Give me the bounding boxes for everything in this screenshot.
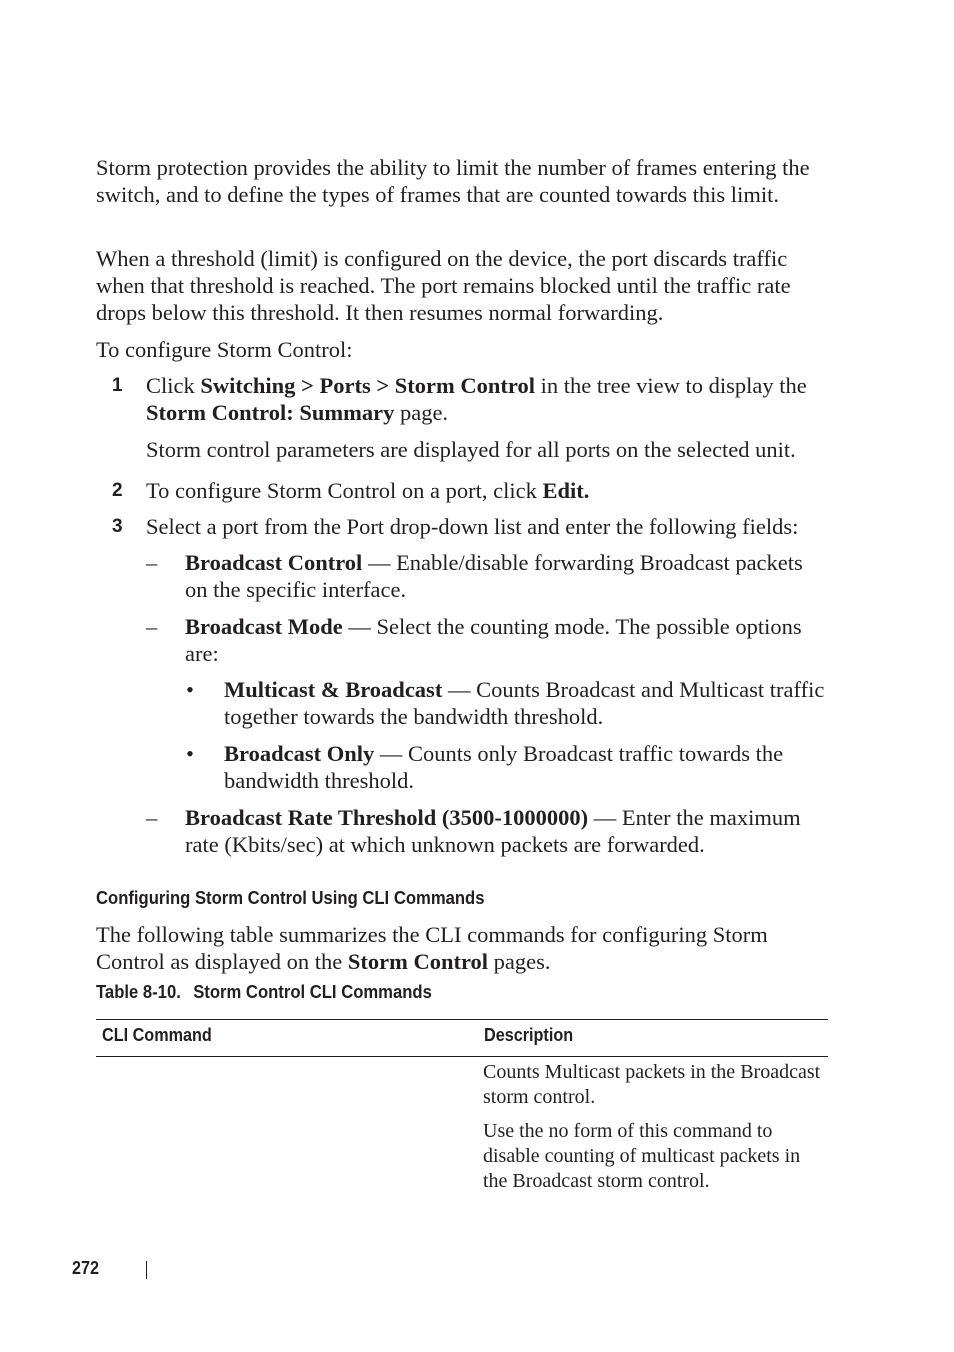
step-1-number: 1 — [112, 375, 123, 396]
option-multicast-broadcast: Multicast & Broadcast — Counts Broadcast and Multicast traffic together towards the bandwidth threshold. — [224, 677, 825, 729]
step-1-text: Click Switching > Ports > Storm Control in the tree view to display the Storm Control: Summary page. — [146, 373, 807, 425]
table-caption — [96, 980, 432, 1004]
dash-marker: – — [146, 614, 158, 639]
bullet-marker: • — [186, 677, 194, 702]
intro-paragraph-3: To configure Storm Control: — [96, 337, 353, 362]
dash-marker: – — [146, 550, 158, 575]
option-broadcast-only: Broadcast Only — Counts only Broadcast traffic towards the bandwidth threshold. — [224, 741, 784, 793]
edit-label: Edit. — [542, 478, 590, 503]
step-3-text: Select a port from the Port drop-down list and enter the following fields: — [146, 514, 799, 539]
step-3-number: 3 — [112, 516, 123, 537]
intro-paragraph-1: Storm protection provides the ability to limit the number of frames entering the switch, and to define the types of frames that are counted towards this limit. — [96, 155, 810, 207]
step-2-number: 2 — [112, 480, 123, 501]
menu-path: Switching > Ports > Storm Control — [200, 373, 535, 398]
section-heading: Configuring Storm Control Using CLI Commands — [96, 887, 485, 908]
table-cell-description-1: Counts Multicast packets in the Broadcast storm control. — [483, 1061, 821, 1108]
bullet-marker: • — [186, 741, 194, 766]
step-1-note: Storm control parameters are displayed for all ports on the selected unit. — [146, 437, 796, 462]
field-broadcast-control: Broadcast Control — Enable/disable forwarding Broadcast packets on the specific interface. — [185, 550, 803, 602]
dash-marker: – — [146, 805, 158, 830]
table-header-cli-command: CLI Command — [102, 1025, 212, 1045]
page-number: 272 — [72, 1258, 100, 1278]
table-cell-description-2: Use the no form of this command to disable counting of multicast packets in the Broadcast storm control. — [483, 1120, 801, 1192]
table-caption-title: Storm Control CLI Commands — [193, 981, 432, 1002]
table-header-rule — [96, 1056, 828, 1057]
field-broadcast-mode: Broadcast Mode — Select the counting mode. The possible options are: — [185, 614, 802, 666]
field-broadcast-rate-threshold: Broadcast Rate Threshold (3500-1000000) — Enter the maximum rate (Kbits/sec) at which unknown packets are forwarded. — [185, 805, 801, 857]
intro-paragraph-2: When a threshold (limit) is configured on the device, the port discards traffic when that threshold is reached. The port remains blocked until the traffic rate drops below this threshold. It then resumes normal forwarding. — [96, 246, 791, 325]
table-top-rule — [96, 1019, 828, 1020]
table-header-description: Description — [484, 1025, 574, 1045]
table-caption-label: Table 8-10. — [96, 981, 181, 1002]
page-number-divider — [146, 1261, 147, 1279]
step-2-text: To configure Storm Control on a port, click Edit. — [146, 478, 590, 503]
page-name: Storm Control: Summary — [146, 400, 395, 425]
cli-intro-paragraph: The following table summarizes the CLI commands for configuring Storm Control as displayed on the Storm Control pages. — [96, 922, 768, 974]
